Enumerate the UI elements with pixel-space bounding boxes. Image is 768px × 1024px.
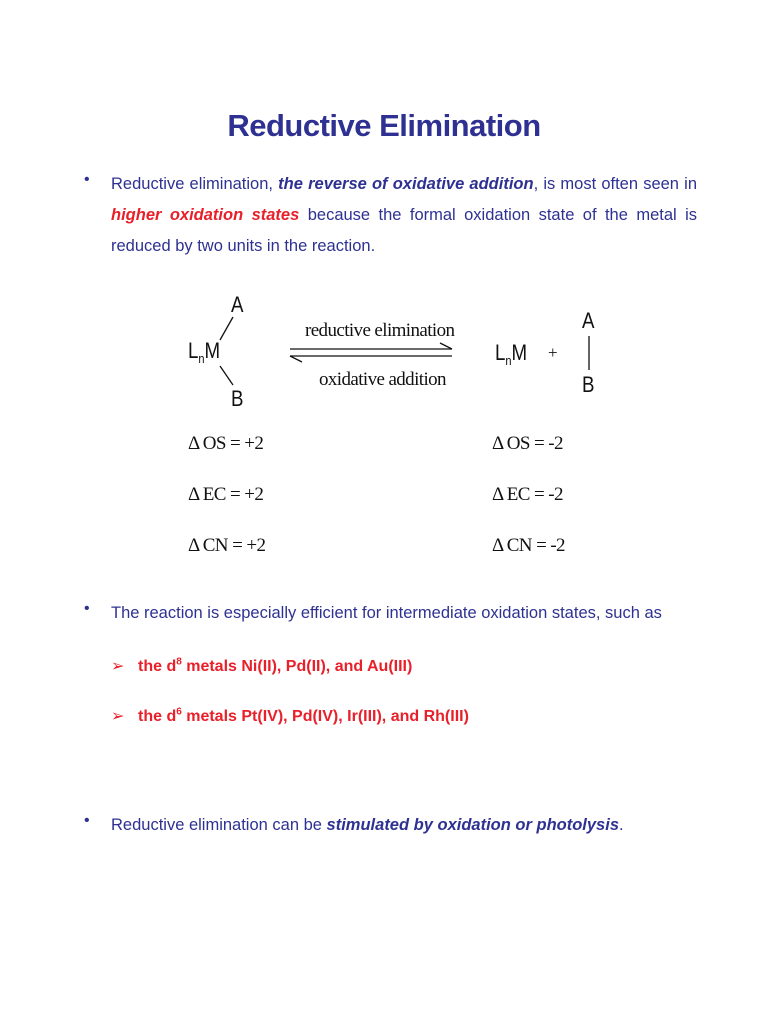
left-cn-change: Δ CN = +2 [188,535,266,556]
arrow-bullet-icon: ➢ [111,658,125,675]
bullet-marker: • [84,812,90,829]
right-os-change: Δ OS = -2 [492,433,563,454]
intro-text-1: Reductive elimination, [111,175,279,193]
reverse-arrow-label: oxidative addition [319,369,446,390]
right-ligand-a: A [582,308,595,333]
left-ec-change: Δ EC = +2 [188,484,264,505]
intro-text-5: because the formal oxidation state of the metal is reduced by two units in the reaction. [111,206,698,255]
reverse-of-oxidative-addition-emphasis: the reverse of oxidative addition [278,175,534,193]
page-title: Reductive Elimination [227,108,541,143]
right-ec-change: Δ EC = -2 [492,484,563,505]
bullet-marker: • [84,171,90,188]
bullet-marker: • [84,600,90,617]
left-ligand-a: A [231,292,244,317]
higher-oxidation-states-emphasis: higher oxidation states [111,206,300,224]
left-ligand-b: B [231,386,244,411]
intro-text-3: , is most often seen in [533,175,697,193]
d6-metals-item: ➢ the $d^6$ metals Pt(IV), Pd(IV), Ir(III), and Rh(III) [111,706,469,725]
plus-sign: + [548,343,557,362]
right-cn-change: Δ CN = -2 [492,535,565,556]
left-complex: $L_nM$ [188,338,221,366]
arrow-bullet-icon: ➢ [111,708,125,725]
forward-arrow-label: reductive elimination [305,320,455,341]
right-complex: $L_nM$ [495,340,528,368]
stimulation-text-3: . [619,816,624,834]
left-os-change: Δ OS = +2 [188,433,264,454]
d8-metals-item: ➢ the $d^8$ metals Ni(II), Pd(II), and Au(III) [111,656,413,675]
oxidation-photolysis-emphasis: stimulated by oxidation or photolysis [326,816,619,834]
efficiency-paragraph: The reaction is especially efficient for intermediate oxidation states, such as [111,604,662,622]
stimulation-text-1: Reductive elimination can be [111,816,327,834]
stimulation-paragraph [111,810,697,841]
right-ligand-b: B [582,372,595,397]
